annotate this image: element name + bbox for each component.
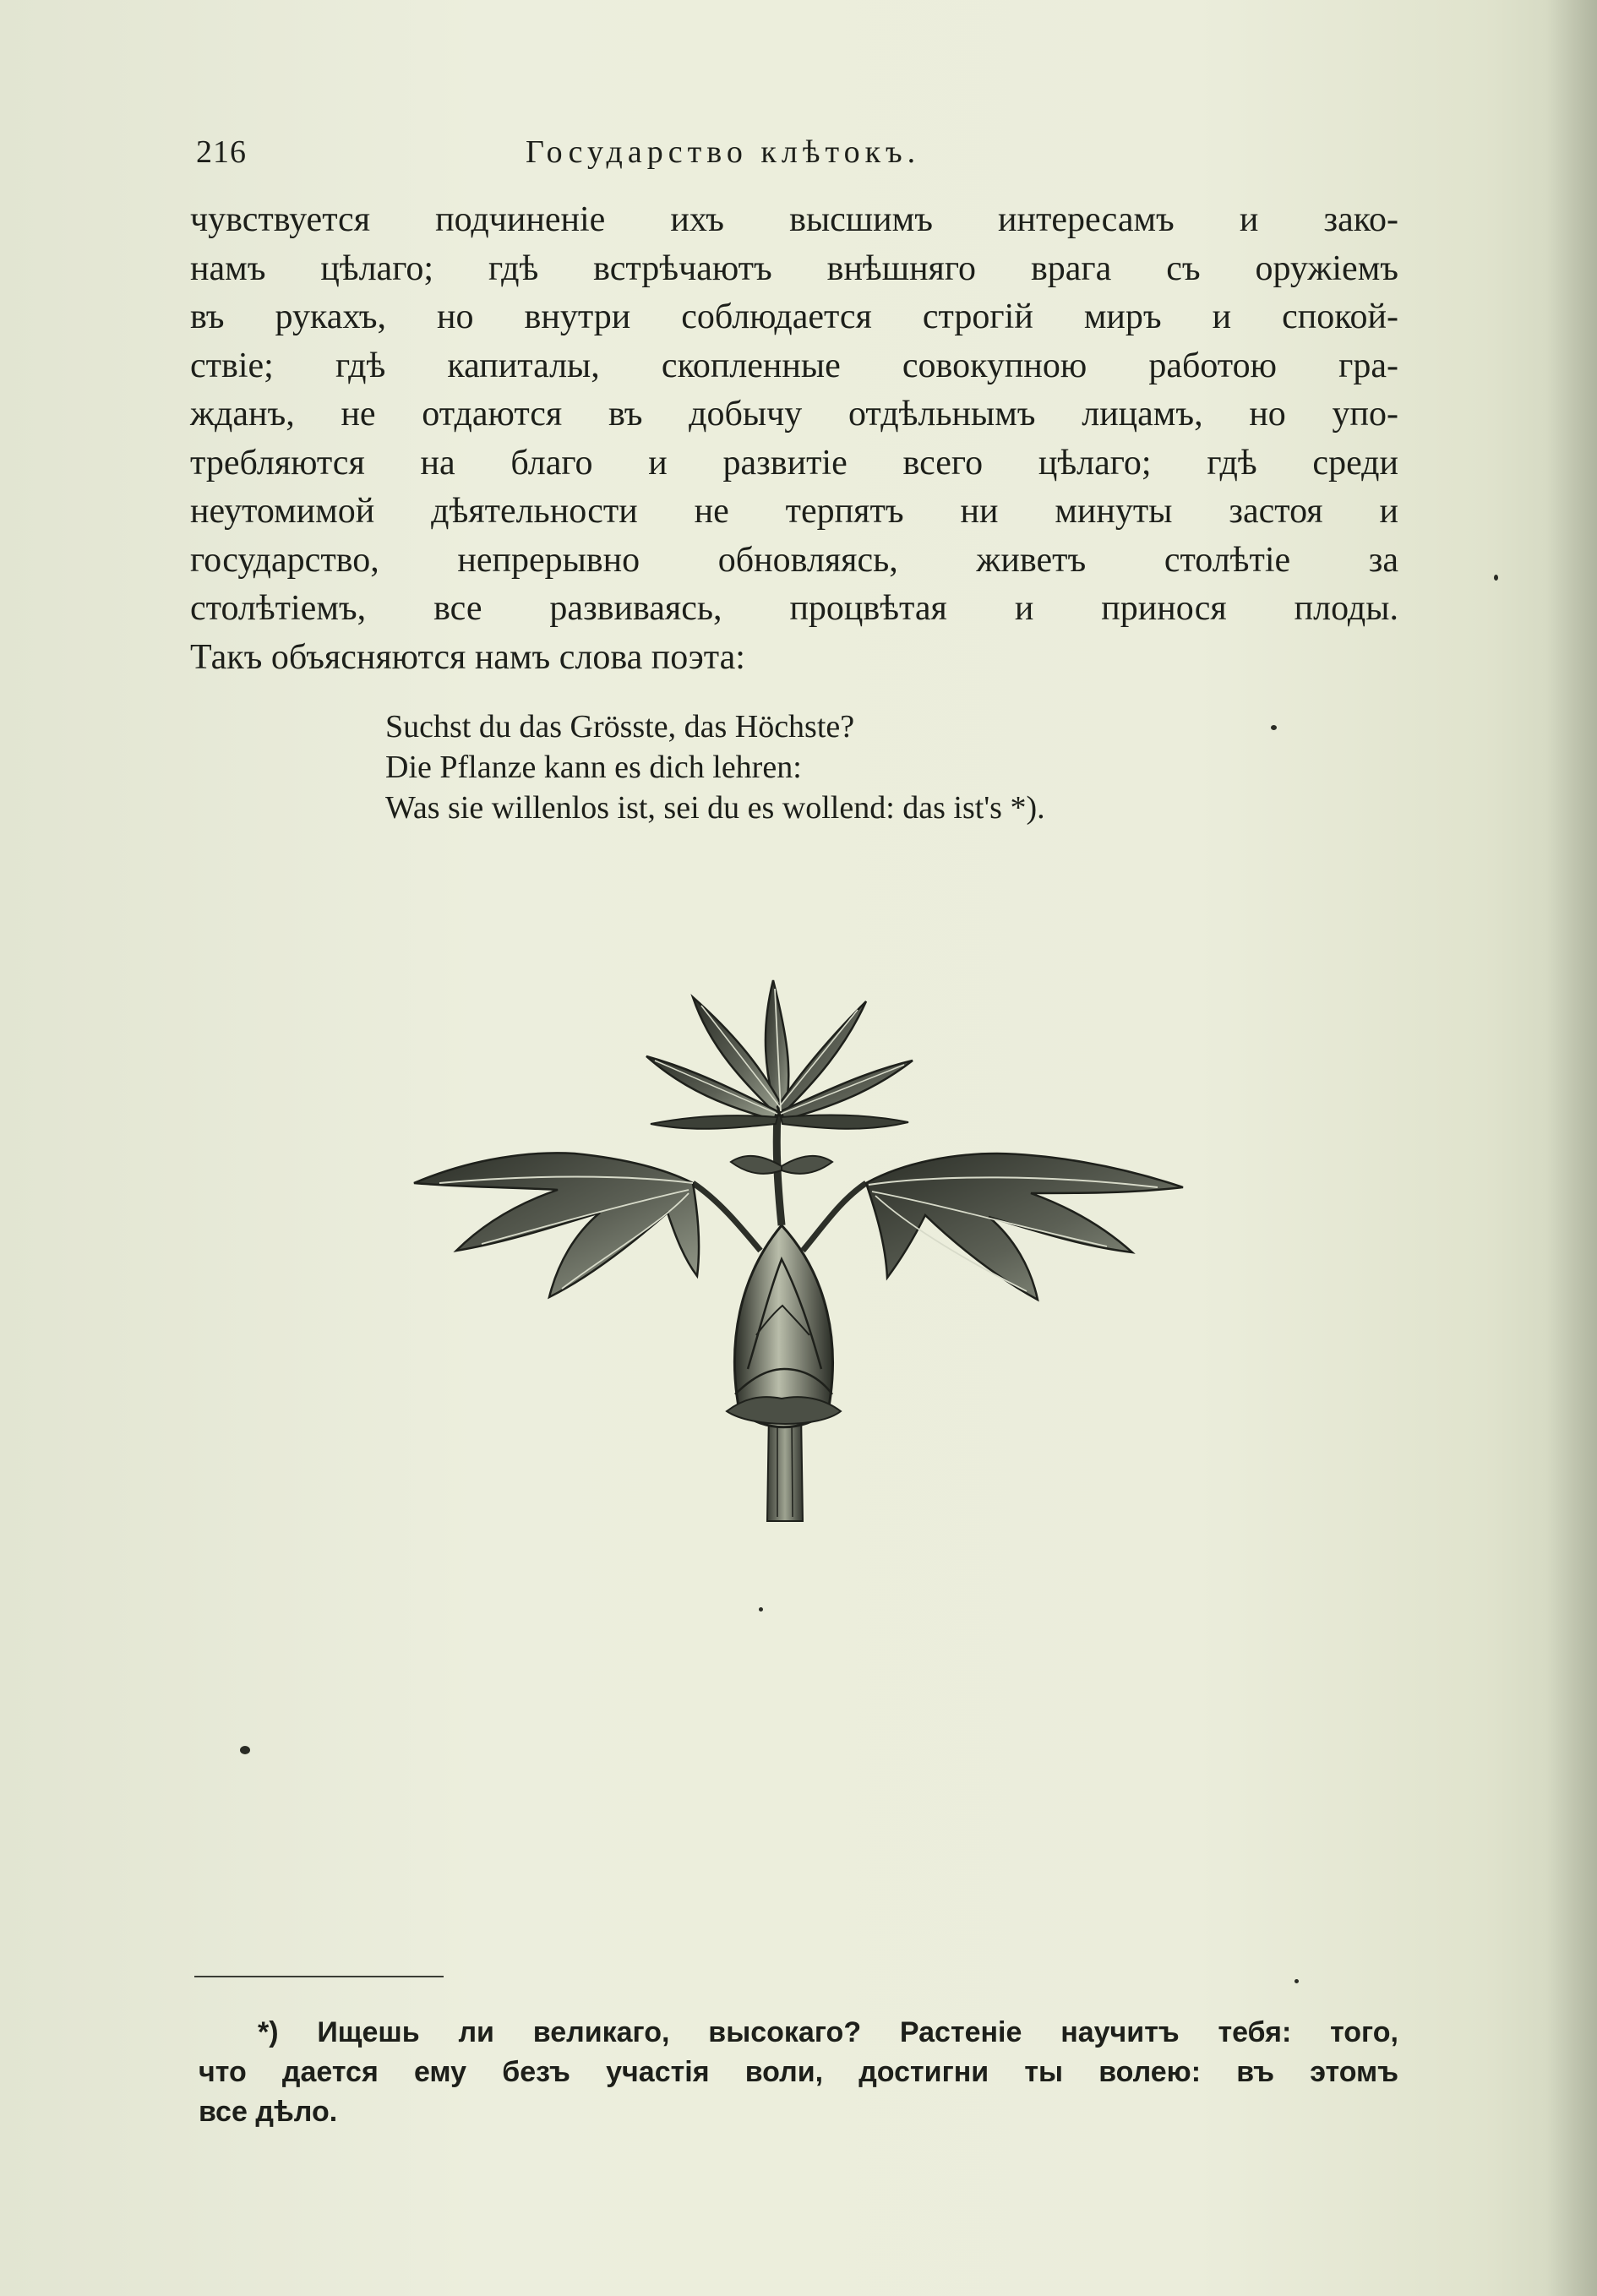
body-line: намъ цѣлаго; гдѣ встрѣчаютъ внѣшняго врага съ оружіемъ: [190, 248, 1398, 288]
body-line: жданъ, не отдаются въ добычу отдѣльнымъ лицамъ, но упо-: [190, 395, 1398, 434]
body-line: Такъ объясняются намъ слова поэта:: [190, 637, 745, 677]
ink-speck: [240, 1746, 250, 1754]
ink-speck: [1294, 1979, 1299, 1983]
verse-line: Suchst du das Grösste, das Höchste?: [385, 709, 855, 744]
body-paragraph: [190, 196, 1398, 682]
verse-line: Die Pflanze kann es dich lehren:: [385, 750, 802, 785]
ink-speck: [759, 1607, 763, 1612]
verse-quotation: [385, 706, 1045, 828]
ink-speck: [1271, 725, 1277, 730]
page-header: [196, 134, 1396, 184]
body-line: чувствуется подчиненіе ихъ высшимъ интересамъ и зако-: [190, 200, 1398, 239]
ink-speck: [1494, 575, 1498, 581]
body-line: столѣтіемъ, все развиваясь, процвѣтая и принося плоды.: [190, 589, 1398, 628]
body-line: ствіе; гдѣ капиталы, скопленные совокупною работою гра-: [190, 346, 1398, 385]
footnote-separator: [194, 1976, 444, 1977]
body-line: въ рукахъ, но внутри соблюдается строгій миръ и спокой-: [190, 297, 1398, 336]
page-edge-shadow: [1546, 0, 1597, 2296]
footnote-line: что дается ему безъ участія воли, достигни ты волею: въ этомъ: [199, 2056, 1398, 2088]
body-line: неутомимой дѣятельности не терпятъ ни минуты застоя и: [190, 492, 1398, 531]
plant-shoot-icon: [406, 972, 1191, 1530]
footnote-line: все дѣло.: [199, 2096, 338, 2128]
footnote-line: *) Ищешь ли великаго, высокаго? Растеніе научитъ тебя: того,: [258, 2016, 1398, 2048]
body-line: требляются на благо и развитіе всего цѣлаго; гдѣ среди: [190, 443, 1398, 483]
verse-line: Was sie willenlos ist, sei du es wollend: das ist's *).: [385, 790, 1045, 826]
plant-shoot-illustration: [406, 972, 1191, 1530]
body-line: государство, непрерывно обновляясь, живетъ столѣтіе за: [190, 540, 1398, 580]
footnote: [199, 2013, 1398, 2132]
running-title: Государство клѣтокъ.: [526, 134, 921, 170]
page-number: 216: [196, 134, 247, 170]
